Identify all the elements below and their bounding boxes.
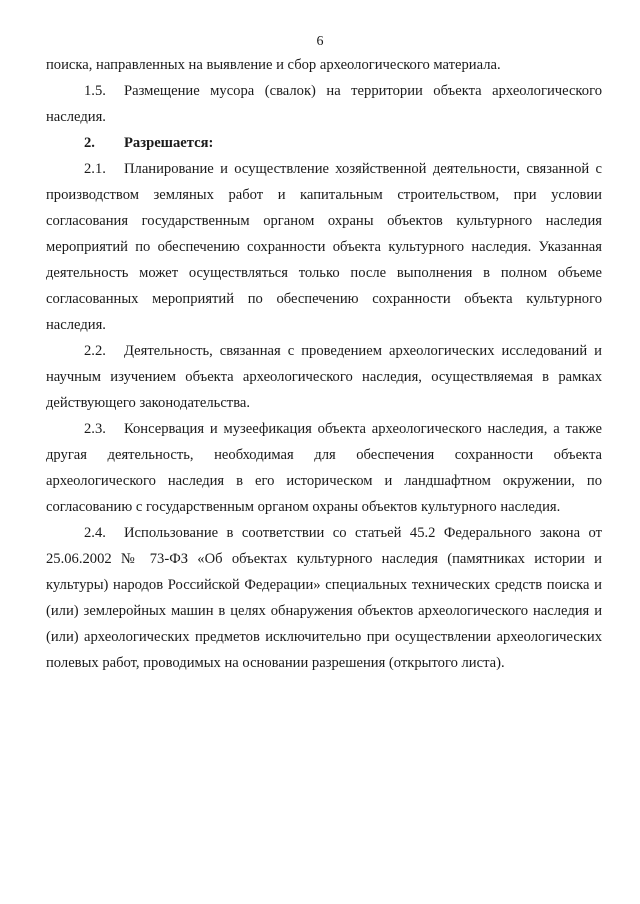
- item-2-1-paragraph: [46, 156, 602, 338]
- item-number: 1.5.: [84, 83, 106, 99]
- item-number: 2.4.: [84, 525, 106, 541]
- item-2-2-paragraph: [46, 338, 602, 416]
- item-number: 2.3.: [84, 421, 106, 437]
- item-text: Использование в соответствии со статьей 45.2 Федерального закона от 25.06.2002 № 73-ФЗ «Об объектах культурного наследия (памятниках истории и культуры) народов Российской Федерации» специальных технических средств поиска и (или) землеройных машин в целях обнаружения объектов археологического наследия и (или) археологических предметов исключительно при осуществлении археологических полевых работ, проводимых на основании разрешения (открытого листа).: [46, 525, 602, 671]
- item-text: Размещение мусора (свалок) на территории объекта археологического наследия.: [46, 83, 602, 125]
- document-body: [46, 52, 602, 676]
- item-text: Деятельность, связанная с проведением археологических исследований и научным изучением объекта археологического наследия, осуществляемая в рамках действующего законодательства.: [46, 343, 602, 411]
- item-1-5-paragraph: [46, 78, 602, 130]
- section-heading: [46, 130, 602, 156]
- item-text: Планирование и осуществление хозяйственной деятельности, связанной с производством земляных работ и капитальным строительством, при условии согласования государственным органом охраны объектов культурного наследия мероприятий по обеспечению сохранности объекта культурного наследия. Указанная деятельность может осуществляться только после выполнения в полном объеме согласованных мероприятий по обеспечению сохранности объекта культурного наследия.: [46, 161, 602, 333]
- item-number: 2.2.: [84, 343, 106, 359]
- item-2-3-paragraph: [46, 416, 602, 520]
- continuation-paragraph: поиска, направленных на выявление и сбор археологического материала.: [46, 57, 501, 73]
- item-text: Консервация и музеефикация объекта археологического наследия, а также другая деятельность, необходимая для обеспечения сохранности объекта археологического наследия в его историческом и ландшафтном окружении, по согласованию с государственным органом охраны объектов культурного наследия.: [46, 421, 602, 515]
- section-number: 2.: [84, 135, 95, 151]
- page-number: 6: [316, 34, 324, 49]
- item-number: 2.1.: [84, 161, 106, 177]
- item-2-4-paragraph: [46, 520, 602, 676]
- section-title: Разрешается:: [124, 135, 214, 151]
